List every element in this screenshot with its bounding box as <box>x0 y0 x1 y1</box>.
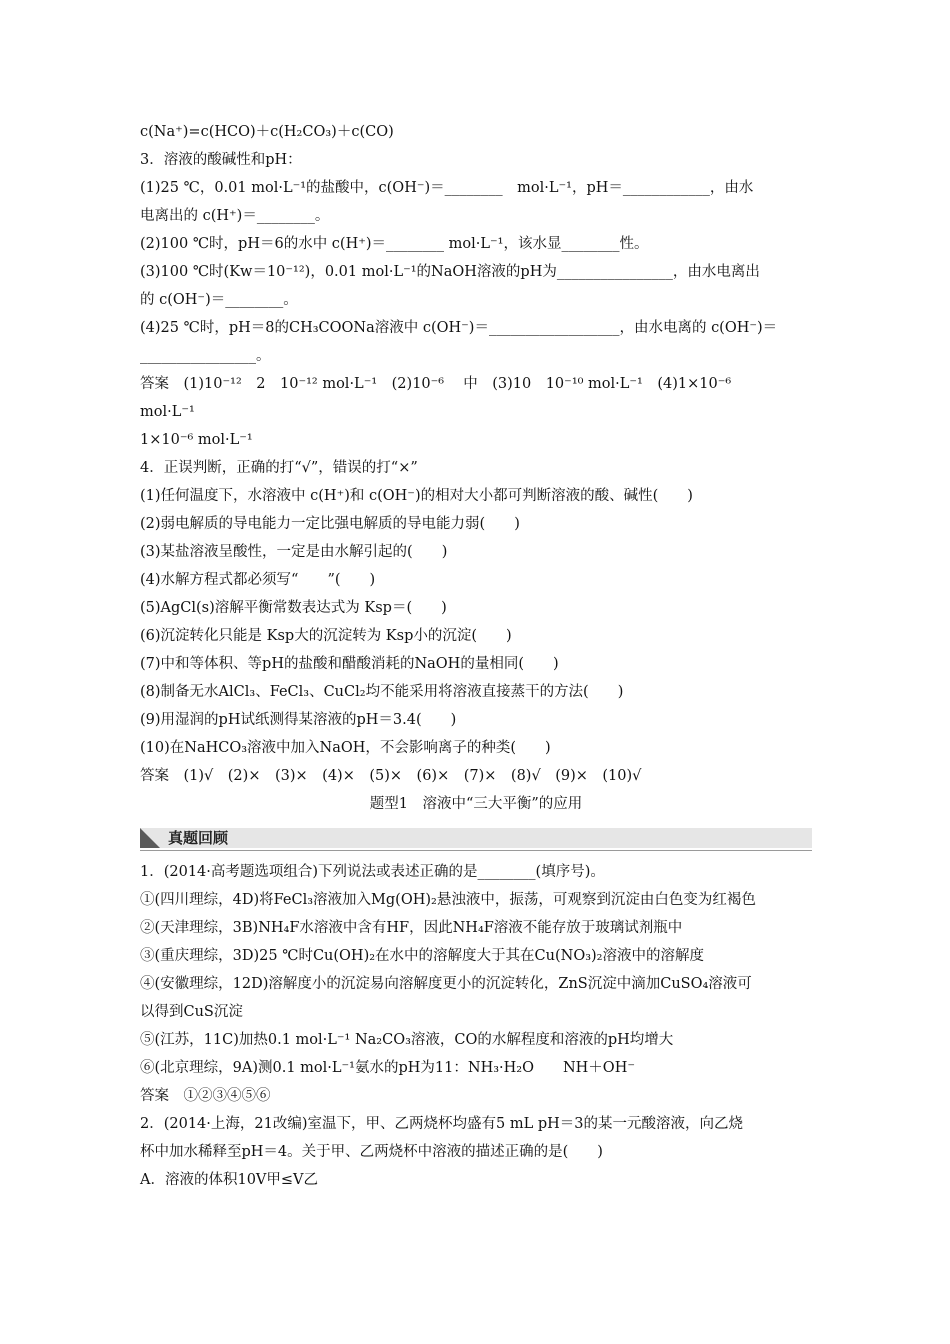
text-line: c(Na⁺)=c(HCO)＋c(H₂CO₃)＋c(CO) <box>140 124 394 140</box>
answer-line: 1×10⁻⁶ mol·L⁻¹ <box>140 432 253 448</box>
answer-line: 答案 (1)√ (2)× (3)× (4)× (5)× (6)× (7)× (8)√ (9)× (10)√ <box>140 768 642 784</box>
judgement-item: (6)沉淀转化只能是 Ksp大的沉淀转为 Ksp小的沉淀( ) <box>140 628 512 644</box>
judgement-item: (3)某盐溶液呈酸性，一定是由水解引起的( ) <box>140 544 448 560</box>
text-line: (2)100 ℃时，pH＝6的水中 c(H⁺)＝________ mol·L⁻¹，该水显________性。 <box>140 236 649 252</box>
text-line: (1)25 ℃，0.01 mol·L⁻¹的盐酸中，c(OH⁻)＝________ mol·L⁻¹，pH＝____________，由水 <box>140 180 754 196</box>
judgement-item: (10)在NaHCO₃溶液中加入NaOH，不会影响离子的种类( ) <box>140 740 551 756</box>
option-line: ⑤(江苏，11C)加热0.1 mol·L⁻¹ Na₂CO₃溶液，CO的水解程度和溶液的pH均增大 <box>140 1032 674 1048</box>
top-content <box>140 118 812 790</box>
header-bar <box>140 828 812 848</box>
judgement-item: (8)制备无水AlCl₃、FeCl₃、CuCl₂均不能采用将溶液直接蒸干的方法( ) <box>140 684 624 700</box>
option-line: ③(重庆理综，3D)25 ℃时Cu(OH)₂在水中的溶解度大于其在Cu(NO₃)₂溶液中的溶解度 <box>140 948 704 964</box>
option-line: ①(四川理综，4D)将FeCl₃溶液加入Mg(OH)₂悬浊液中，振荡，可观察到沉淀由白色变为红褐色 <box>140 892 756 908</box>
judgement-item: (5)AgCl(s)溶解平衡常数表达式为 Ksp＝( ) <box>140 600 447 616</box>
judgement-item: (4)水解方程式都必须写“ ”( ) <box>140 572 376 588</box>
review-header-title: 真题回顾 <box>168 829 229 847</box>
document-page <box>140 118 812 1194</box>
text-line: ________________。 <box>140 348 271 364</box>
text-line: 电离出的 c(H⁺)＝________。 <box>140 208 330 224</box>
judgement-item: (9)用湿润的pH试纸测得某溶液的pH＝3.4( ) <box>140 712 457 728</box>
answer-line: 答案 (1)10⁻¹² 2 10⁻¹² mol·L⁻¹ (2)10⁻⁶ 中 (3)10 10⁻¹⁰ mol·L⁻¹ (4)1×10⁻⁶ <box>140 376 732 392</box>
bottom-content <box>140 858 812 1194</box>
section-title: 题型1 溶液中“三大平衡”的应用 <box>369 796 583 812</box>
text-line: 3．溶液的酸碱性和pH： <box>140 152 302 168</box>
header-rule <box>140 850 812 851</box>
review-header <box>140 828 812 852</box>
question-line: 杯中加水稀释至pH＝4。关于甲、乙两烧杯中溶液的描述正确的是( ) <box>140 1144 603 1160</box>
question-line: 1．(2014·高考题选项组合)下列说法或表述正确的是________(填序号)。 <box>140 864 605 880</box>
option-line: ④(安徽理综，12D)溶解度小的沉淀易向溶解度更小的沉淀转化，ZnS沉淀中滴加CuSO₄溶液可 <box>140 976 752 992</box>
text-line: 4．正误判断，正确的打“√”，错误的打“×” <box>140 460 418 476</box>
answer-line: mol·L⁻¹ <box>140 404 195 420</box>
option-line: ②(天津理综，3B)NH₄F水溶液中含有HF，因此NH₄F溶液不能存放于玻璃试剂瓶中 <box>140 920 683 936</box>
text-line: (4)25 ℃时，pH＝8的CH₃COONa溶液中 c(OH⁻)＝__________________，由水电离的 c(OH⁻)＝ <box>140 320 778 336</box>
question-line: 2．(2014·上海，21改编)室温下，甲、乙两烧杯均盛有5 mL pH＝3的某一元酸溶液，向乙烧 <box>140 1116 743 1132</box>
judgement-item: (2)弱电解质的导电能力一定比强电解质的导电能力弱( ) <box>140 516 520 532</box>
answer-line: 答案 ①②③④⑤⑥ <box>140 1088 271 1104</box>
header-corner-icon <box>140 828 160 848</box>
text-line: (3)100 ℃时(Kw＝10⁻¹²)，0.01 mol·L⁻¹的NaOH溶液的pH为________________，由水电离出 <box>140 264 760 280</box>
option-line: 以得到CuS沉淀 <box>140 1004 243 1020</box>
judgement-item: (1)任何温度下，水溶液中 c(H⁺)和 c(OH⁻)的相对大小都可判断溶液的酸、碱性( ) <box>140 488 693 504</box>
text-line: 的 c(OH⁻)＝________。 <box>140 292 298 308</box>
option-line: ⑥(北京理综，9A)测0.1 mol·L⁻¹氨水的pH为11：NH₃·H₂O NH＋OH⁻ <box>140 1060 635 1076</box>
option-line: A．溶液的体积10V甲≤V乙 <box>140 1172 319 1188</box>
judgement-item: (7)中和等体积、等pH的盐酸和醋酸消耗的NaOH的量相同( ) <box>140 656 559 672</box>
